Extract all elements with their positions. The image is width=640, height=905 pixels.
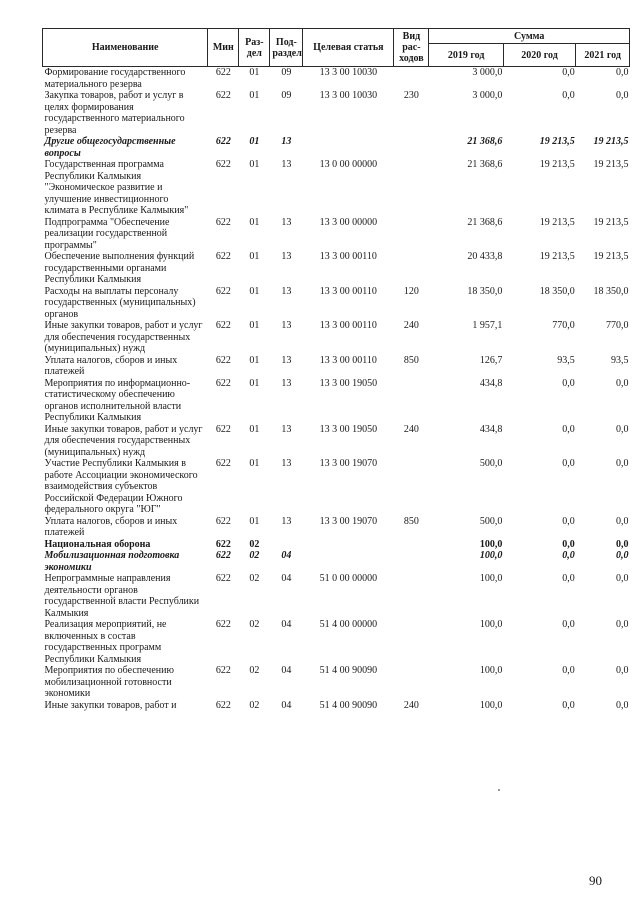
table-row xyxy=(43,159,630,217)
row-razdel: 01 xyxy=(249,423,260,435)
row-sum-2019: 100,0 xyxy=(479,665,503,676)
row-sum-2019: 434,8 xyxy=(479,423,503,435)
row-min: 622 xyxy=(215,665,231,676)
row-sum-2021: 93,5 xyxy=(611,354,629,366)
row-razdel: 02 xyxy=(249,699,260,711)
row-name: Мероприятия по обеспечению мобилизационной готовности экономики xyxy=(44,665,174,699)
table-row xyxy=(43,217,630,252)
row-tselevaya xyxy=(303,539,394,551)
table-row xyxy=(43,424,630,459)
row-min: 622 xyxy=(215,538,231,550)
table-row xyxy=(43,516,630,539)
row-sum-2020: 0,0 xyxy=(562,665,575,676)
row-sum-2021: 0,0 xyxy=(616,619,629,630)
header-vid: Вид рас-ходов xyxy=(394,29,429,67)
row-razdel: 02 xyxy=(249,573,260,584)
table-row xyxy=(43,573,630,619)
row-name: Расходы на выплаты персоналу государственных (муниципальных) органов xyxy=(44,285,196,320)
table-row xyxy=(43,286,630,321)
row-sum-2021: 0,0 xyxy=(616,515,629,527)
row-sum-2019: 100,0 xyxy=(479,699,503,711)
row-sum-2019: 500,0 xyxy=(479,458,503,469)
header-name: Наименование xyxy=(43,29,208,67)
row-vid xyxy=(394,136,429,159)
row-min: 622 xyxy=(215,619,231,630)
row-podrazdel: 13 xyxy=(281,216,292,228)
row-tselevaya xyxy=(303,136,394,159)
row-podrazdel: 09 xyxy=(281,90,292,101)
row-sum-2021: 19 213,5 xyxy=(593,216,629,228)
row-sum-2019: 1 957,1 xyxy=(472,320,503,331)
row-podrazdel: 13 xyxy=(281,285,292,297)
row-name: Другие общегосударственные вопросы xyxy=(44,136,176,159)
row-sum-2021: 0,0 xyxy=(616,538,629,550)
row-tselevaya: 51 4 00 00000 xyxy=(319,619,378,630)
row-sum-2021: 0,0 xyxy=(616,550,629,561)
row-sum-2019: 21 368,6 xyxy=(467,136,503,147)
row-vid: 240 xyxy=(403,320,419,331)
row-sum-2020: 0,0 xyxy=(562,377,575,389)
row-sum-2021: 0,0 xyxy=(616,90,629,101)
row-name: Мобилизационная подготовка экономики xyxy=(44,550,180,573)
row-min: 622 xyxy=(215,136,231,147)
row-tselevaya: 13 3 00 10030 xyxy=(319,67,378,78)
row-podrazdel xyxy=(270,539,303,551)
row-sum-2020: 0,0 xyxy=(562,515,575,527)
table-row xyxy=(43,539,630,551)
row-name: Обеспечение выполнения функций государственными органами Республики Калмыкия xyxy=(44,251,195,285)
row-sum-2019: 100,0 xyxy=(479,573,503,584)
table-row xyxy=(43,378,630,424)
row-podrazdel: 04 xyxy=(281,550,292,561)
row-vid: 850 xyxy=(403,515,419,527)
row-min: 622 xyxy=(215,573,231,584)
header-podrazdel: Под-раздел xyxy=(270,29,303,67)
row-tselevaya xyxy=(303,550,394,573)
row-tselevaya: 13 3 00 19070 xyxy=(319,458,378,469)
row-podrazdel: 13 xyxy=(281,251,292,262)
row-vid xyxy=(394,573,429,619)
row-razdel: 02 xyxy=(249,665,260,676)
row-podrazdel: 13 xyxy=(281,320,292,331)
row-podrazdel: 04 xyxy=(281,619,292,630)
scan-speck xyxy=(498,789,500,791)
page-number: 90 xyxy=(589,873,602,888)
row-razdel: 01 xyxy=(249,377,260,389)
row-sum-2019: 21 368,6 xyxy=(467,216,503,228)
row-sum-2021: 19 213,5 xyxy=(593,136,629,147)
row-tselevaya: 13 3 00 10030 xyxy=(319,90,378,101)
row-sum-2020: 0,0 xyxy=(562,550,575,561)
row-razdel: 01 xyxy=(249,285,260,297)
row-sum-2019: 20 433,8 xyxy=(467,251,503,262)
row-name: Формирование государственного материального резерва xyxy=(44,67,186,90)
row-razdel: 02 xyxy=(249,550,260,561)
row-name: Непрограммные направления деятельности органов государственной власти Республики Калмыкия xyxy=(44,573,200,619)
row-podrazdel: 04 xyxy=(281,699,292,711)
row-min: 622 xyxy=(215,550,231,561)
row-min: 622 xyxy=(215,423,231,435)
table-row xyxy=(43,665,630,700)
row-tselevaya: 13 3 00 00110 xyxy=(319,354,377,366)
row-sum-2020: 0,0 xyxy=(562,699,575,711)
table-row xyxy=(43,136,630,159)
row-name: Мероприятия по информационно-статистическому обеспечению органов исполнительной власти Республики Калмыкия xyxy=(44,377,191,423)
budget-table xyxy=(42,28,630,711)
row-razdel: 01 xyxy=(249,354,260,366)
row-min: 622 xyxy=(215,251,231,262)
row-tselevaya: 13 3 00 19070 xyxy=(319,515,378,527)
row-razdel: 01 xyxy=(249,67,260,78)
row-min: 622 xyxy=(215,354,231,366)
row-sum-2019: 126,7 xyxy=(479,354,503,366)
row-podrazdel: 04 xyxy=(281,665,292,676)
header-razdel: Раз-дел xyxy=(239,29,270,67)
row-tselevaya: 13 3 00 19050 xyxy=(319,377,378,389)
row-vid xyxy=(394,665,429,700)
row-podrazdel: 13 xyxy=(281,458,292,469)
row-tselevaya: 51 4 00 90090 xyxy=(319,699,378,711)
row-sum-2019: 500,0 xyxy=(479,515,503,527)
table-row xyxy=(43,619,630,665)
row-min: 622 xyxy=(215,458,231,469)
row-vid xyxy=(394,251,429,286)
row-sum-2020: 0,0 xyxy=(562,67,575,78)
row-podrazdel: 13 xyxy=(281,354,292,366)
row-sum-2019: 100,0 xyxy=(479,619,503,630)
row-min: 622 xyxy=(215,377,231,389)
row-name: Реализация мероприятий, не включенных в состав государственных программ Республики Калмыкия xyxy=(44,619,167,665)
row-vid xyxy=(394,67,429,91)
row-vid xyxy=(394,539,429,551)
row-razdel: 01 xyxy=(249,216,260,228)
row-name: Иные закупки товаров, работ и услуг для обеспечения государственных (муниципальных) нужд xyxy=(44,423,203,458)
row-sum-2019: 100,0 xyxy=(479,538,503,550)
row-sum-2021: 0,0 xyxy=(616,423,629,435)
header-2021: 2021 год xyxy=(576,44,630,67)
row-tselevaya: 13 3 00 00110 xyxy=(319,320,377,331)
row-vid xyxy=(394,378,429,424)
table-row xyxy=(43,550,630,573)
header-tselevaya: Целевая статья xyxy=(303,29,394,67)
row-name: Подпрограмма "Обеспечение реализации государственной программы" xyxy=(44,216,170,251)
row-sum-2020: 0,0 xyxy=(562,458,575,469)
row-name: Государственная программа Республики Калмыкия "Экономическое развитие и улучшение инвестиционного климата в Республике Калмыкия" xyxy=(44,159,189,216)
row-sum-2019: 3 000,0 xyxy=(472,90,503,101)
row-tselevaya: 13 0 00 00000 xyxy=(319,159,378,170)
table-body xyxy=(43,67,630,712)
row-sum-2021: 0,0 xyxy=(616,665,629,676)
row-tselevaya: 13 3 00 00110 xyxy=(319,251,377,262)
header-min: Мин xyxy=(208,29,239,67)
row-vid: 240 xyxy=(403,699,419,711)
row-name: Участие Республики Калмыкия в работе Ассоциации экономического взаимодействия субъектов Российской Федерации Южного федерального округа "ЮГ" xyxy=(44,458,198,515)
row-sum-2021: 19 213,5 xyxy=(593,159,629,170)
row-name: Уплата налогов, сборов и иных платежей xyxy=(44,515,178,538)
row-podrazdel: 04 xyxy=(281,573,292,584)
row-vid xyxy=(394,619,429,665)
row-podrazdel: 13 xyxy=(281,423,292,435)
row-sum-2021: 0,0 xyxy=(616,377,629,389)
row-min: 622 xyxy=(215,515,231,527)
row-sum-2020: 19 213,5 xyxy=(539,136,575,147)
row-vid: 240 xyxy=(403,423,419,435)
row-sum-2020: 19 213,5 xyxy=(539,216,575,228)
row-sum-2021: 770,0 xyxy=(606,320,629,331)
row-sum-2021: 0,0 xyxy=(616,699,629,711)
row-name: Национальная оборона xyxy=(44,538,151,550)
row-min: 622 xyxy=(215,699,231,711)
row-vid xyxy=(394,217,429,252)
row-vid: 230 xyxy=(403,90,419,101)
table-row xyxy=(43,458,630,516)
row-razdel: 01 xyxy=(249,458,260,469)
table-header xyxy=(43,29,630,67)
row-min: 622 xyxy=(215,216,231,228)
row-vid: 120 xyxy=(403,285,419,297)
row-sum-2020: 19 213,5 xyxy=(539,251,575,262)
row-podrazdel: 13 xyxy=(281,377,292,389)
row-name: Уплата налогов, сборов и иных платежей xyxy=(44,354,178,377)
row-name: Иные закупки товаров, работ и услуг для обеспечения государственных (муниципальных) нужд xyxy=(44,320,203,354)
row-sum-2019: 3 000,0 xyxy=(472,67,503,78)
row-sum-2021: 0,0 xyxy=(616,67,629,78)
row-razdel: 01 xyxy=(249,515,260,527)
row-sum-2020: 93,5 xyxy=(557,354,575,366)
row-sum-2020: 770,0 xyxy=(552,320,575,331)
row-min: 622 xyxy=(215,285,231,297)
row-sum-2020: 0,0 xyxy=(562,573,575,584)
row-tselevaya: 13 3 00 19050 xyxy=(319,423,378,435)
row-sum-2019: 21 368,6 xyxy=(467,159,503,170)
row-min: 622 xyxy=(215,67,231,78)
table-row xyxy=(43,67,630,91)
row-sum-2019: 434,8 xyxy=(479,377,503,389)
row-sum-2020: 0,0 xyxy=(562,90,575,101)
row-sum-2021: 0,0 xyxy=(616,573,629,584)
row-vid xyxy=(394,458,429,516)
row-vid xyxy=(394,550,429,573)
row-tselevaya: 51 0 00 00000 xyxy=(319,573,378,584)
header-2019: 2019 год xyxy=(429,44,503,67)
header-summa: Сумма xyxy=(429,29,630,44)
row-min: 622 xyxy=(215,159,231,170)
row-tselevaya: 51 4 00 90090 xyxy=(319,665,378,676)
row-razdel: 02 xyxy=(249,619,260,630)
row-podrazdel: 13 xyxy=(281,136,292,147)
header-2020: 2020 год xyxy=(503,44,575,67)
row-sum-2020: 18 350,0 xyxy=(539,285,575,297)
row-razdel: 02 xyxy=(249,538,260,550)
row-sum-2019: 100,0 xyxy=(479,550,503,561)
row-razdel: 01 xyxy=(249,251,260,262)
row-podrazdel: 13 xyxy=(281,515,292,527)
row-sum-2021: 0,0 xyxy=(616,458,629,469)
row-tselevaya: 13 3 00 00110 xyxy=(319,285,377,297)
row-sum-2021: 18 350,0 xyxy=(593,285,629,297)
row-podrazdel: 13 xyxy=(281,159,292,170)
row-min: 622 xyxy=(215,90,231,101)
table-row xyxy=(43,320,630,355)
row-razdel: 01 xyxy=(249,90,260,101)
row-razdel: 01 xyxy=(249,320,260,331)
table-row xyxy=(43,355,630,378)
row-tselevaya: 13 3 00 00000 xyxy=(319,216,378,228)
row-sum-2019: 18 350,0 xyxy=(467,285,503,297)
row-razdel: 01 xyxy=(249,159,260,170)
table-row xyxy=(43,700,630,712)
row-vid xyxy=(394,159,429,217)
row-name: Закупка товаров, работ и услуг в целях формирования государственного материального резерва xyxy=(44,90,185,136)
table-row xyxy=(43,251,630,286)
row-sum-2021: 19 213,5 xyxy=(593,251,629,262)
row-vid: 850 xyxy=(403,354,419,366)
row-sum-2020: 19 213,5 xyxy=(539,159,575,170)
row-min: 622 xyxy=(215,320,231,331)
row-sum-2020: 0,0 xyxy=(562,619,575,630)
row-sum-2020: 0,0 xyxy=(562,538,575,550)
row-name: Иные закупки товаров, работ и xyxy=(44,699,177,711)
table-row xyxy=(43,90,630,136)
row-podrazdel: 09 xyxy=(281,67,292,78)
row-sum-2020: 0,0 xyxy=(562,423,575,435)
row-razdel: 01 xyxy=(249,136,260,147)
